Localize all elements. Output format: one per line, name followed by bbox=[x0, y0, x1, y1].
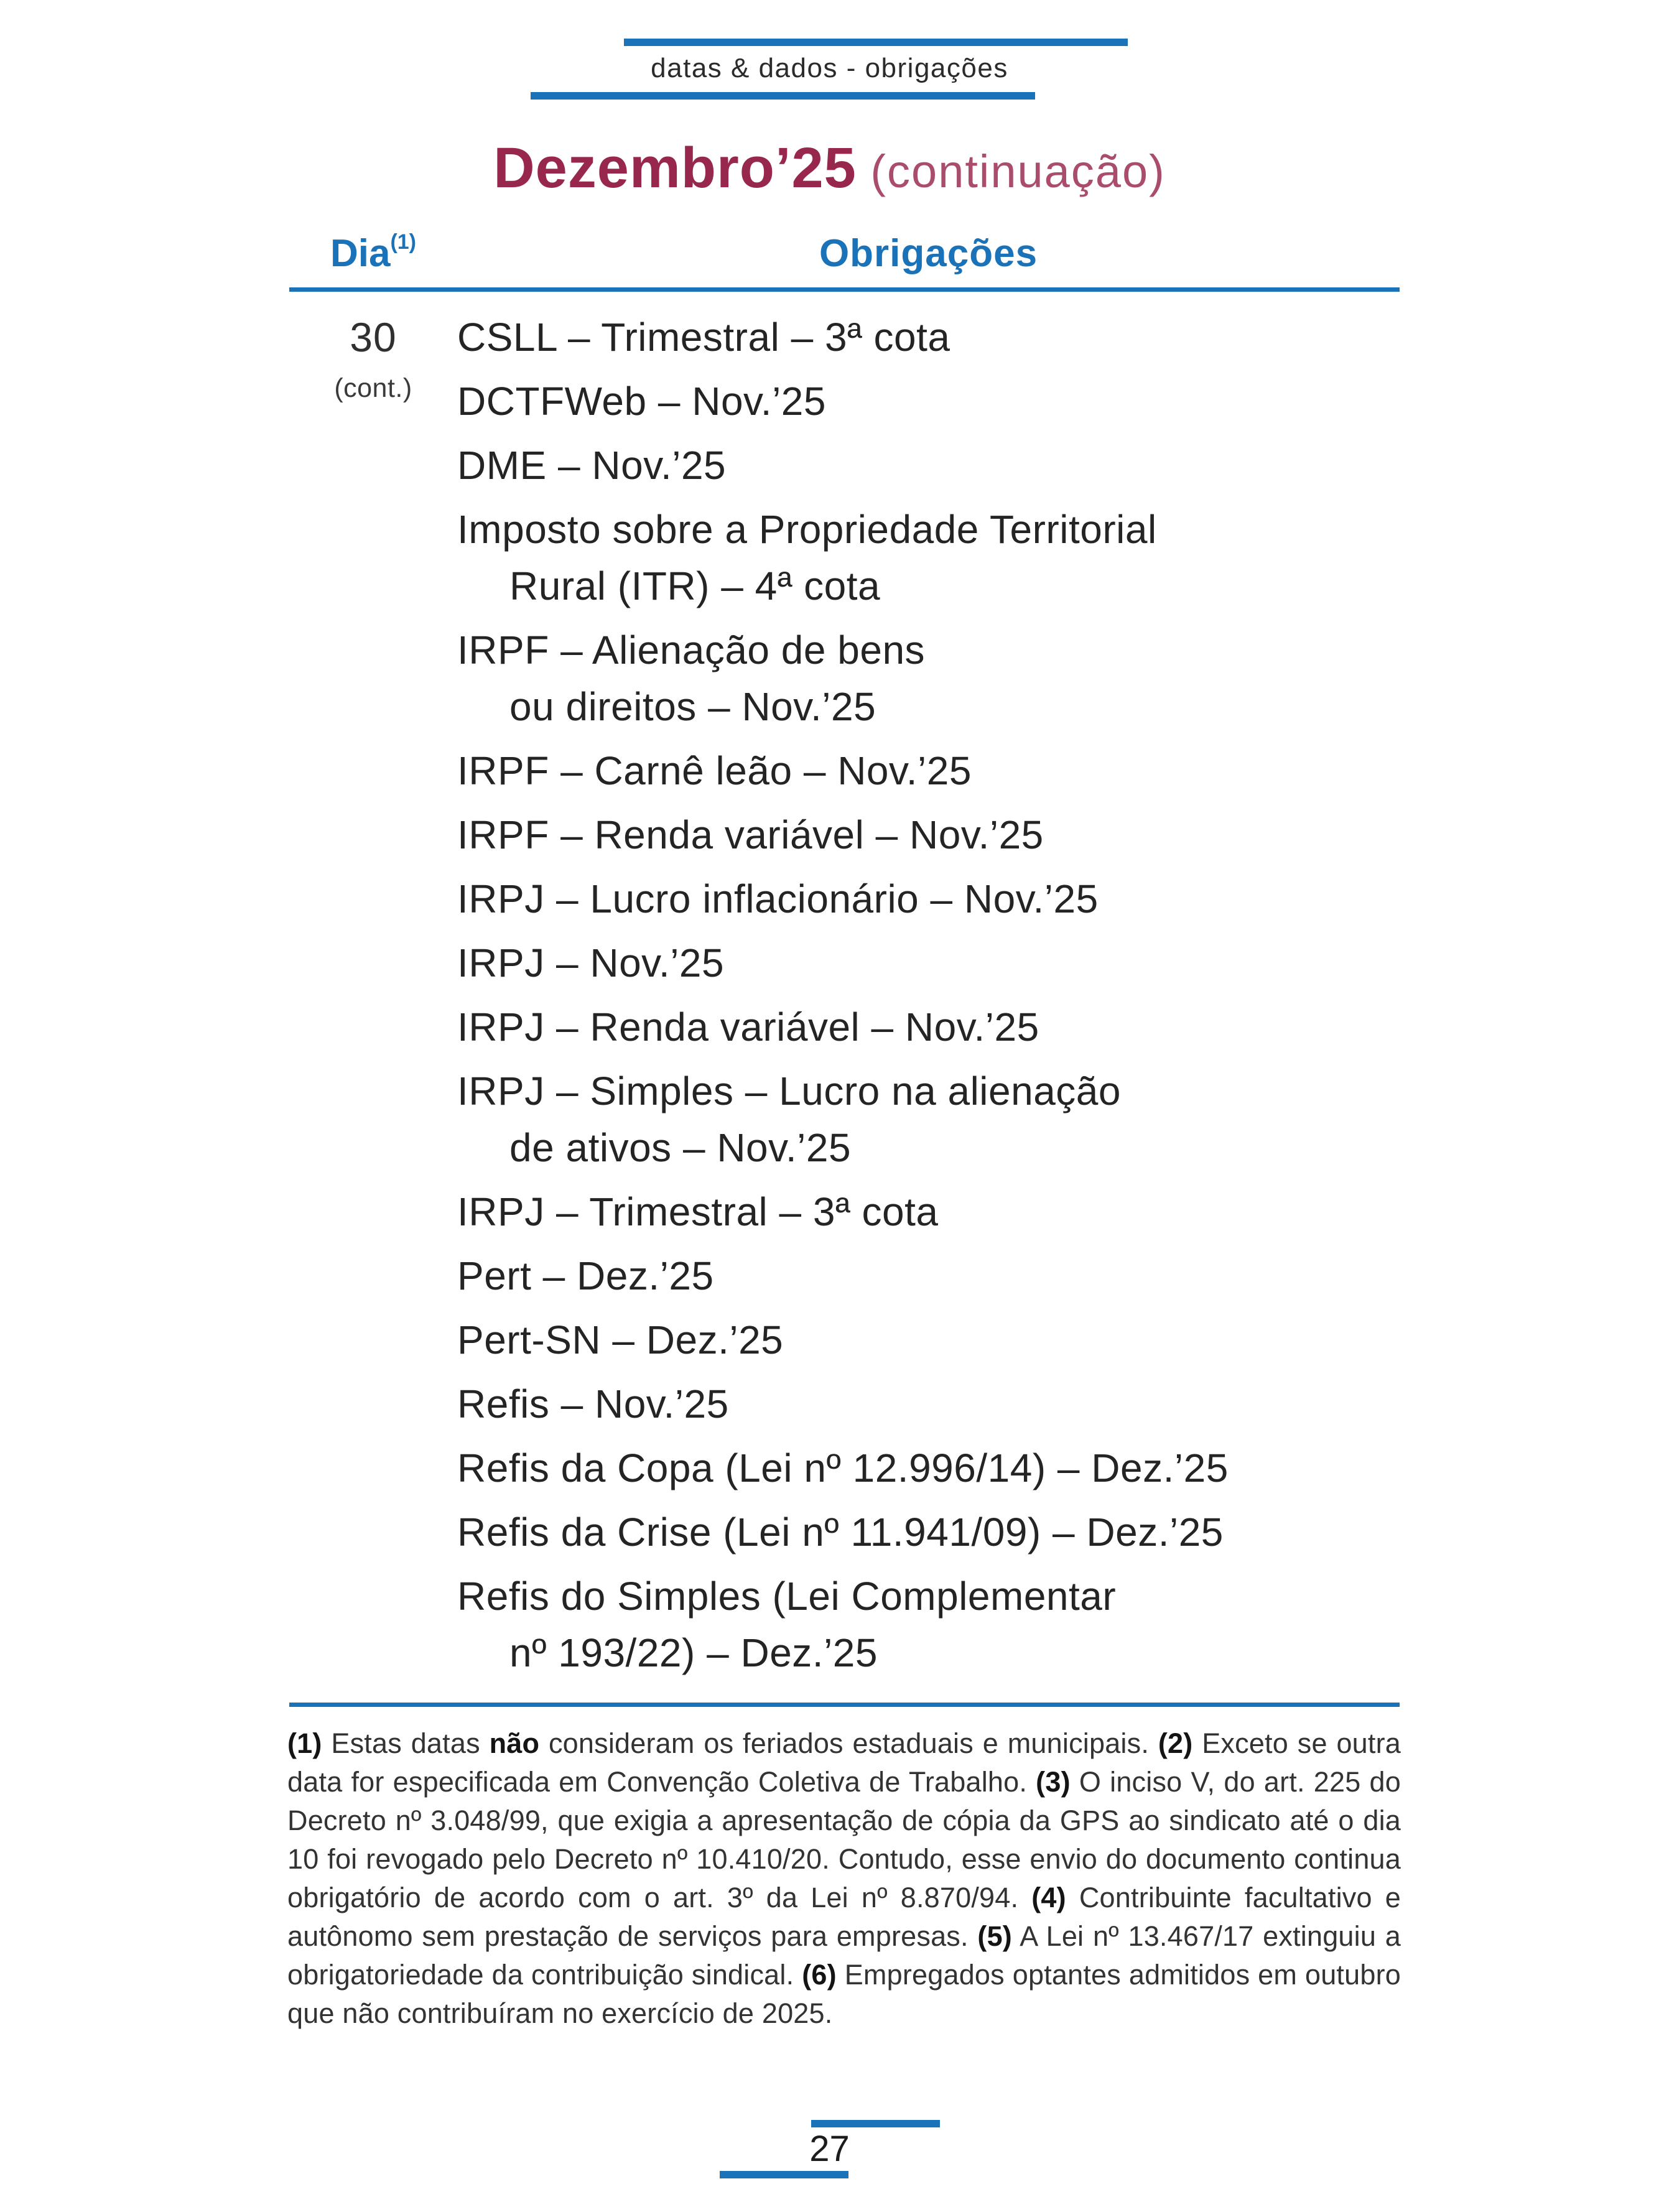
obligation-line: DCTFWeb – Nov.’25 bbox=[457, 379, 826, 424]
obligation-line: Imposto sobre a Propriedade Territorial bbox=[457, 507, 1157, 552]
obligation-item bbox=[457, 935, 1400, 992]
footnote-bold-marker: (1) bbox=[287, 1727, 322, 1759]
footer-rule-bottom bbox=[720, 2171, 848, 2178]
day-continuation-note: (cont.) bbox=[334, 373, 412, 403]
day-cell bbox=[289, 309, 457, 404]
obligation-item bbox=[457, 309, 1400, 366]
obligations-list bbox=[457, 309, 1400, 1689]
obligation-line: Refis do Simples (Lei Complementar bbox=[457, 1574, 1117, 1619]
obligation-line: Refis da Crise (Lei nº 11.941/09) – Dez.’25 bbox=[457, 1510, 1224, 1554]
obligation-line: Refis – Nov.’25 bbox=[457, 1382, 729, 1426]
obligation-item bbox=[457, 1184, 1400, 1240]
obligation-line: CSLL – Trimestral – 3ª cota bbox=[457, 315, 950, 360]
obligation-line: Pert-SN – Dez.’25 bbox=[457, 1317, 784, 1362]
month-name: Dezembro’25 bbox=[493, 136, 857, 200]
footnote-bold-marker: (5) bbox=[977, 1920, 1012, 1952]
obligation-line: IRPF – Carnê leão – Nov.’25 bbox=[457, 748, 972, 793]
table-header-row bbox=[289, 231, 1400, 276]
obligation-line: DME – Nov.’25 bbox=[457, 443, 727, 488]
obligation-item bbox=[457, 1568, 1400, 1681]
obligation-item bbox=[457, 501, 1400, 615]
page-number: 27 bbox=[809, 2129, 850, 2169]
obligation-line: Pert – Dez.’25 bbox=[457, 1253, 714, 1298]
obligation-line: IRPJ – Nov.’25 bbox=[457, 941, 725, 985]
obligation-item bbox=[457, 1504, 1400, 1561]
footer-rule-top bbox=[811, 2120, 940, 2127]
obligation-wrap-line: ou direitos – Nov.’25 bbox=[509, 684, 876, 729]
column-header-day bbox=[289, 231, 457, 276]
table-header-rule bbox=[289, 287, 1400, 292]
header-rule-bottom bbox=[531, 92, 1035, 100]
column-header-obligations: Obrigações bbox=[819, 232, 1038, 275]
obligation-item bbox=[457, 1312, 1400, 1369]
obligation-wrap-line: Rural (ITR) – 4ª cota bbox=[509, 564, 881, 608]
day-column-footnote-ref: (1) bbox=[390, 230, 417, 254]
obligation-item bbox=[457, 999, 1400, 1056]
obligation-line: IRPJ – Trimestral – 3ª cota bbox=[457, 1189, 939, 1234]
footnotes-text: (1) Estas datas não consideram os feriados estaduais e municipais. (2) Exceto se outra data for especificada em Convenção Coletiva de Trabalho. (3) O inciso V, do art. 225 do Decreto nº 3.048/99, que exigia a apresentação de cópia da GPS ao sindicato até o dia 10 foi revogado pelo Decreto nº 10.410/20. Contudo, esse envio do documento continua obrigatório de acordo com o art. 3º da Lei nº 8.870/94. (4) Contribuinte facultativo e autônomo sem prestação de serviços para empresas. (5) A Lei nº 13.467/17 extinguiu a obrigatoriedade da contribuição sindical. (6) Empregados optantes admitidos em outubro que não contribuíram no exercício de 2025. bbox=[287, 1727, 1401, 2029]
obligation-line: IRPJ – Simples – Lucro na alienação bbox=[457, 1069, 1121, 1113]
header-title: datas & dados - obrigações bbox=[651, 53, 1008, 83]
obligation-item bbox=[457, 1376, 1400, 1433]
obligation-item bbox=[457, 622, 1400, 735]
day-number: 30 bbox=[350, 314, 397, 360]
obligation-item bbox=[457, 743, 1400, 799]
obligation-item bbox=[457, 1440, 1400, 1497]
obligation-wrap-line: de ativos – Nov.’25 bbox=[509, 1125, 852, 1170]
header-rule-top bbox=[624, 39, 1128, 46]
obligation-line: IRPJ – Lucro inflacionário – Nov.’25 bbox=[457, 876, 1099, 921]
footnote-bold-marker: (4) bbox=[1031, 1882, 1066, 1913]
obligation-item bbox=[457, 373, 1400, 430]
footnote-bold-marker: (6) bbox=[802, 1959, 837, 1991]
obligation-item bbox=[457, 1063, 1400, 1176]
obligation-item bbox=[457, 1248, 1400, 1304]
footnote-bold-marker: (2) bbox=[1158, 1727, 1193, 1759]
footnotes-top-rule bbox=[289, 1703, 1400, 1707]
obligation-wrap-line: nº 193/22) – Dez.’25 bbox=[509, 1630, 878, 1675]
obligation-line: IRPJ – Renda variável – Nov.’25 bbox=[457, 1005, 1039, 1049]
footnote-bold-marker: (3) bbox=[1036, 1766, 1071, 1798]
obligation-line: Refis da Copa (Lei nº 12.996/14) – Dez.’25 bbox=[457, 1446, 1229, 1490]
obligations-table bbox=[289, 309, 1400, 1689]
month-continuation-label: (continuação) bbox=[856, 146, 1166, 197]
footnote-bold-marker: não bbox=[489, 1727, 540, 1759]
month-title bbox=[0, 136, 1659, 201]
obligation-item bbox=[457, 807, 1400, 863]
day-column-label: Dia bbox=[330, 232, 391, 275]
obligation-line: IRPF – Alienação de bens bbox=[457, 628, 926, 672]
obligation-line: IRPF – Renda variável – Nov.’25 bbox=[457, 812, 1044, 857]
obligation-item bbox=[457, 871, 1400, 927]
obligation-item bbox=[457, 437, 1400, 494]
